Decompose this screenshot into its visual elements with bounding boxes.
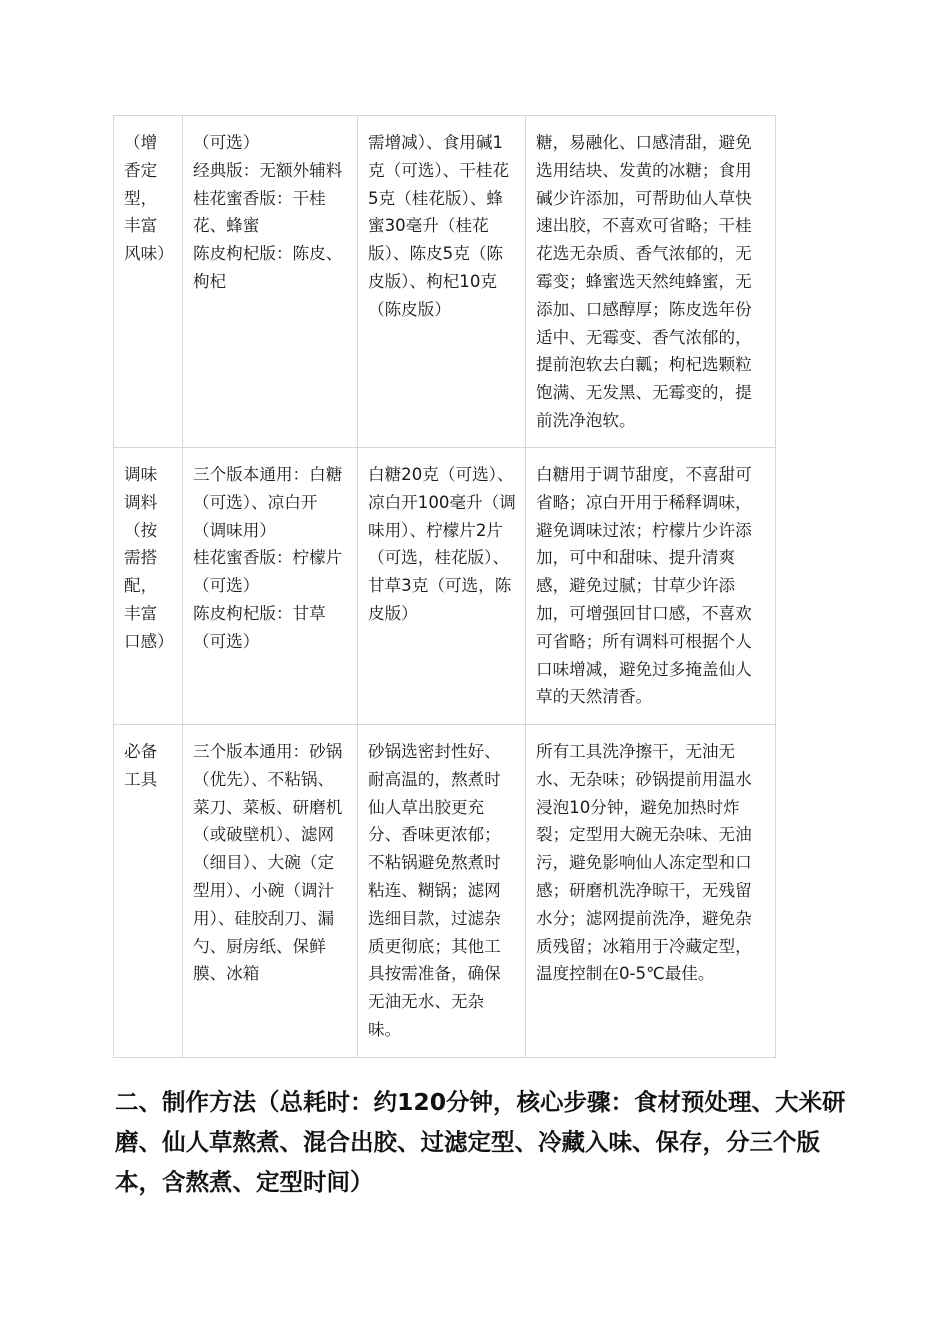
row-items-cell (183, 116, 358, 448)
row-notes-cell (526, 448, 776, 725)
row-item-line: 陈皮枸杞版：甘草（可选） (193, 603, 326, 651)
table-row-tools (114, 725, 776, 1058)
row-notes-cell (526, 725, 776, 1058)
row-notes: 糖，易融化、口感清甜，避免选用结块、发黄的冰糖；食用碱少许添加，可帮助仙人草快速出胶，不喜欢可省略；干桂花选无杂质、香气浓郁的，无霉变；蜂蜜选天然纯蜂蜜，无添加、口感醇厚；陈皮选年份适中、无霉变、香气浓郁的，提前泡软去白瓤；枸杞选颗粒饱满、无发黑、无霉变的，提前洗净泡软。 (536, 133, 752, 430)
row-amount: 白糖20克（可选）、凉白开100毫升（调味用）、柠檬片2片（可选，桂花版）、甘草3克（可选，陈皮版） (368, 465, 516, 623)
row-label-cell (114, 116, 183, 448)
row-item-line: 三个版本通用：砂锅（优先）、不粘锅、菜刀、菜板、研磨机（或破壁机）、滤网（细目）、大碗（定型用）、小碗（调汁用）、硅胶刮刀、漏勺、厨房纸、保鲜膜、冰箱 (193, 742, 343, 984)
ingredients-table (113, 115, 776, 1058)
table-row-flavoring (114, 116, 776, 448)
row-amount: 砂锅选密封性好、耐高温的，熬煮时仙人草出胶更充分、香味更浓郁；不粘锅避免熬煮时粘连、糊锅；滤网选细目款，过滤杂质更彻底；其他工具按需准备，确保无油无水、无杂味。 (368, 742, 501, 1039)
ingredients-table-container (113, 115, 775, 1058)
row-item-line: 桂花蜜香版：柠檬片（可选） (193, 548, 343, 596)
row-amount: 需增减）、食用碱1克（可选）、干桂花5克（桂花版）、蜂蜜30毫升（桂花版）、陈皮5克（陈皮版）、枸杞10克（陈皮版） (368, 133, 510, 319)
row-notes: 白糖用于调节甜度，不喜甜可省略；凉白开用于稀释调味，避免调味过浓；柠檬片少许添加，可中和甜味、提升清爽感，避免过腻；甘草少许添加，可增强回甘口感，不喜欢可省略；所有调料可根据个人口味增减，避免过多掩盖仙人草的天然清香。 (536, 465, 752, 707)
row-label-cell (114, 725, 183, 1058)
row-notes: 所有工具洗净擦干，无油无水、无杂味；砂锅提前用温水浸泡10分钟，避免加热时炸裂；定型用大碗无杂味、无油污，避免影响仙人冻定型和口感；研磨机洗净晾干，无残留水分；滤网提前洗净，避免杂质残留；冰箱用于冷藏定型，温度控制在0-5℃最佳。 (536, 742, 752, 984)
row-label: 调味调料（按需搭配，丰富口感） (124, 465, 174, 651)
table-row-seasoning (114, 448, 776, 725)
row-amount-cell (358, 448, 526, 725)
row-label: （增香定型，丰富风味） (124, 133, 174, 264)
row-amount-cell (358, 116, 526, 448)
row-item-line: 经典版：无额外辅料 (193, 160, 343, 180)
row-item-line: 桂花蜜香版：干桂花、蜂蜜 (193, 188, 326, 236)
row-notes-cell (526, 116, 776, 448)
row-items-cell (183, 448, 358, 725)
row-item-line: 三个版本通用：白糖（可选）、凉白开（调味用） (193, 465, 343, 540)
row-item-line: 陈皮枸杞版：陈皮、枸杞 (193, 244, 343, 291)
row-label-cell (114, 448, 183, 725)
row-items-cell (183, 725, 358, 1058)
section-heading: 二、制作方法（总耗时：约120分钟，核心步骤：食材预处理、大米研磨、仙人草熬煮、混合出胶、过滤定型、冷藏入味、保存，分三个版本，含熬煮、定型时间） (115, 1088, 846, 1196)
row-item-line: （可选） (193, 133, 260, 152)
row-amount-cell (358, 725, 526, 1058)
row-label: 必备工具 (124, 742, 158, 789)
